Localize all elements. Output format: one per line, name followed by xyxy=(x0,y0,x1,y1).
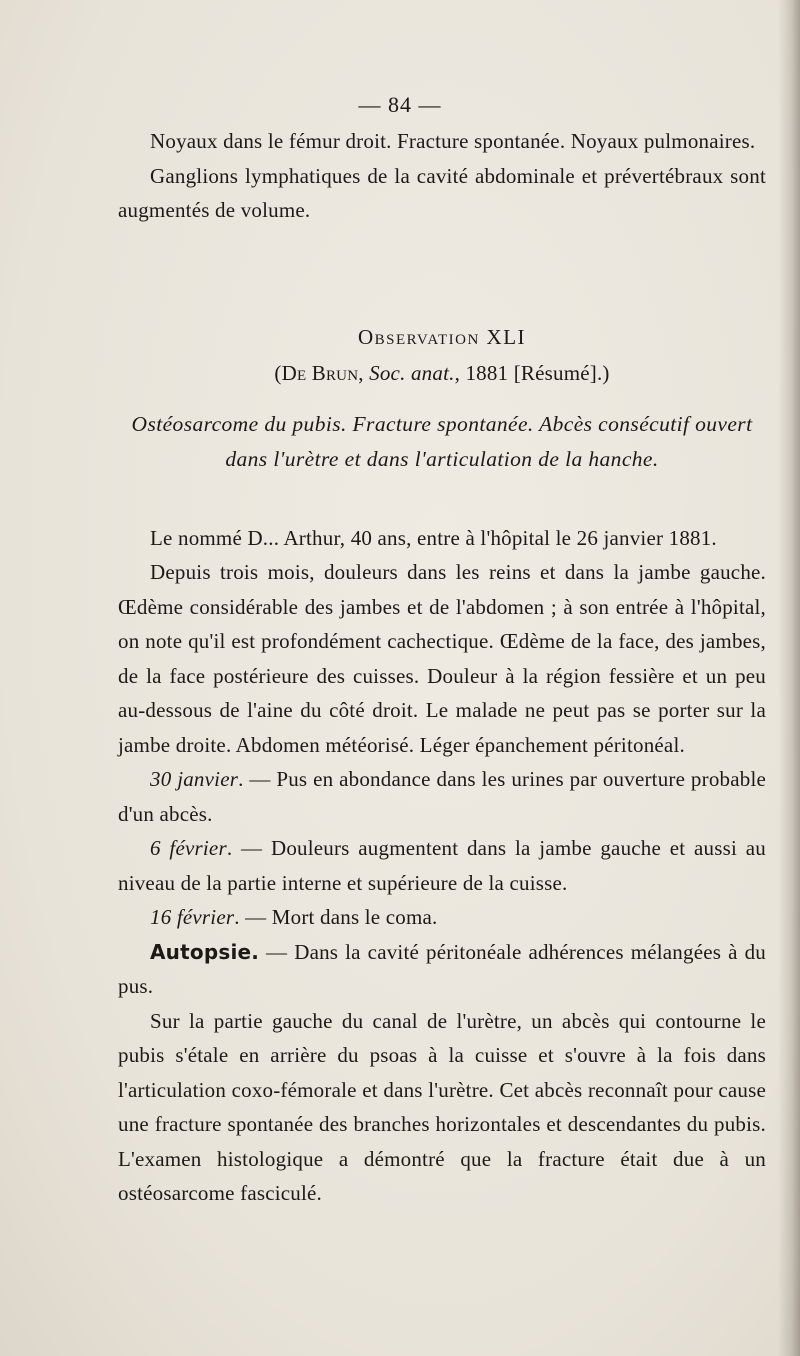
page-number: — 84 — xyxy=(358,92,442,117)
source-author: De Brun xyxy=(281,361,359,385)
body-paragraph-4 xyxy=(118,831,766,900)
opening-paragraph-2: Ganglions lymphatiques de la cavité abdominale et prévertébraux sont augmentés de volume. xyxy=(118,163,766,222)
page-text xyxy=(118,90,766,1211)
observation-subject: Ostéosarcome du pubis. Fracture spontanée. Abcès consécutif ouvert dans l'urètre et dans l'articulation de la hanche. xyxy=(131,411,753,471)
autopsie-label: Autopsie. xyxy=(150,939,260,964)
source-open: ( xyxy=(274,361,282,385)
body-paragraph-5 xyxy=(118,900,766,935)
section-gap xyxy=(118,477,766,521)
source-mid: , xyxy=(358,361,370,385)
page-edge-shadow xyxy=(778,0,800,1356)
observation-title: Observation XLI xyxy=(357,324,527,349)
paragraph-3-text: . — Pus en abondance dans les urines par ouverture probable d'un abcès. xyxy=(118,767,766,826)
paragraph-5-text: . — Mort dans le coma. xyxy=(234,905,438,929)
date-30-janvier: 30 janvier xyxy=(150,767,239,791)
body-paragraph-3 xyxy=(118,762,766,831)
body-paragraph-6 xyxy=(118,935,766,1004)
source-journal: Soc. anat. xyxy=(369,361,455,385)
paragraph-6-text: — Dans la cavité péritonéale adhérences mélangées à du pus. xyxy=(118,939,766,998)
paragraph-4-text: . — Douleurs augmentent dans la jambe gauche et aussi au niveau de la partie interne et supérieure de la cuisse. xyxy=(118,836,766,895)
body-paragraph-2: Depuis trois mois, douleurs dans les reins et dans la jambe gauche. Œdème considérable des jambes et de l'abdomen ; à son entrée à l'hôpital, on note qu'il est profondément cachectique. Œdème de la face, des jambes, de la face postérieure des cuisses. Douleur à la région fessière et un peu au-dessous de l'aine du côté droit. Le malade ne peut pas se porter sur la jambe droite. Abdomen météorisé. Léger épanchement péritonéal. xyxy=(118,560,766,757)
date-16-fevrier: 16 février xyxy=(150,905,235,929)
date-6-fevrier: 6 février xyxy=(150,836,227,860)
body-paragraph-7: Sur la partie gauche du canal de l'urètre, un abcès qui contourne le pubis s'étale en arrière du psoas à la cuisse et s'ouvre à la fois dans l'articulation coxo-fémorale et dans l'urètre. Cet abcès reconnaît pour cause une fracture spontanée des branches horizontales et descendantes du pubis. L'examen histologique a démontré que la fracture était due à un ostéosarcome fasciculé. xyxy=(118,1008,766,1205)
body-paragraph-1: Le nommé D... Arthur, 40 ans, entre à l'hôpital le 26 janvier 1881. xyxy=(150,525,717,550)
opening-paragraph-1: Noyaux dans le fémur droit. Fracture spontanée. Noyaux pulmonaires. xyxy=(150,129,756,153)
observation-source xyxy=(118,356,766,391)
source-rest: , 1881 [Résumé].) xyxy=(454,361,610,385)
